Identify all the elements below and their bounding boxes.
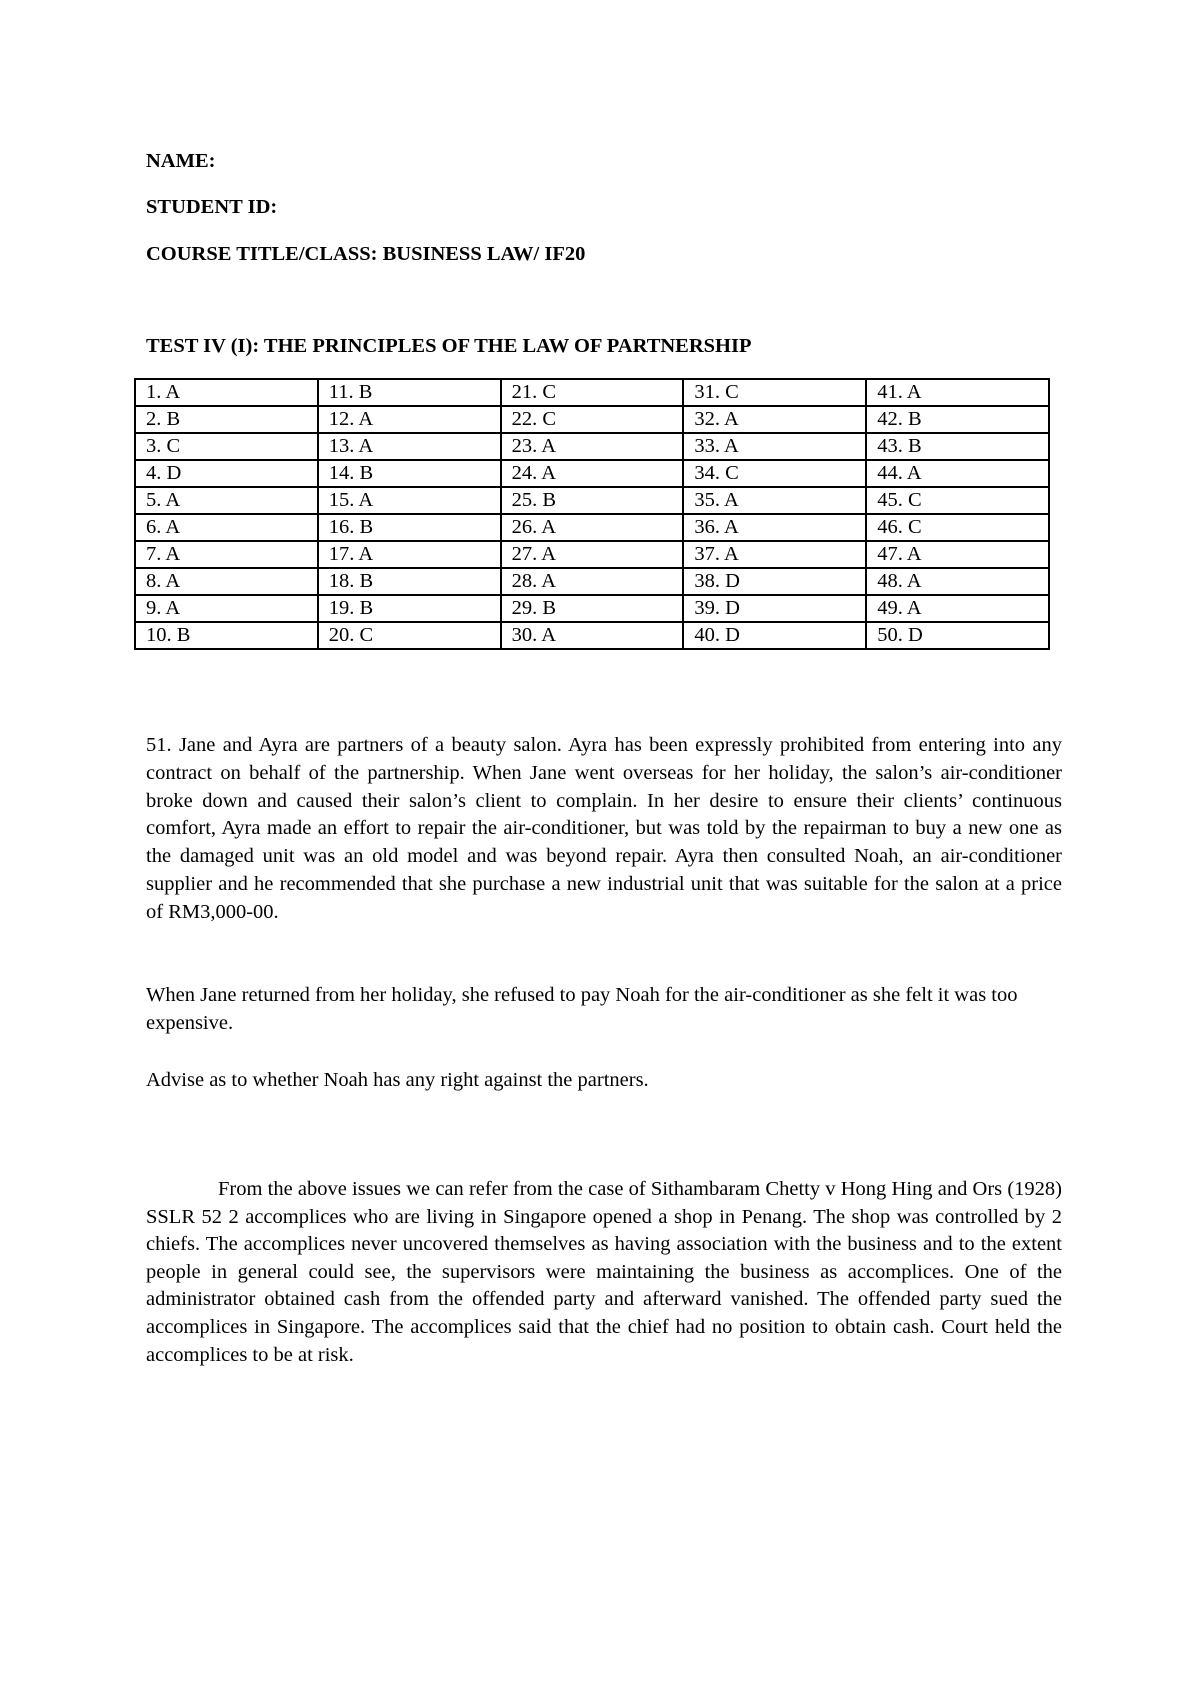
answer-cell: 18. B: [318, 568, 501, 595]
answer-cell: 13. A: [318, 433, 501, 460]
answer-cell: 44. A: [866, 460, 1049, 487]
table-row: [135, 568, 1049, 595]
table-row: [135, 433, 1049, 460]
answer-cell: 3. C: [135, 433, 318, 460]
course-title-line: COURSE TITLE/CLASS: BUSINESS LAW/ IF20: [146, 243, 586, 265]
answer-cell: 9. A: [135, 595, 318, 622]
answer-cell: 40. D: [683, 622, 866, 649]
answer-cell: 49. A: [866, 595, 1049, 622]
answer-cell: 36. A: [683, 514, 866, 541]
question-51-followup: When Jane returned from her holiday, she refused to pay Noah for the air-conditioner as she felt it was too expensive.: [146, 984, 1018, 1034]
answer-cell: 43. B: [866, 433, 1049, 460]
answer-cell: 15. A: [318, 487, 501, 514]
answer-cell: 35. A: [683, 487, 866, 514]
answer-cell: 26. A: [501, 514, 684, 541]
answer-cell: 5. A: [135, 487, 318, 514]
answer-cell: 1. A: [135, 379, 318, 406]
answer-cell: 17. A: [318, 541, 501, 568]
answer-cell: 12. A: [318, 406, 501, 433]
answer-key-table: [134, 378, 1050, 650]
test-title: TEST IV (I): THE PRINCIPLES OF THE LAW OF PARTNERSHIP: [146, 335, 752, 357]
answer-cell: 37. A: [683, 541, 866, 568]
student-id-label: STUDENT ID:: [146, 196, 278, 218]
answer-cell: 22. C: [501, 406, 684, 433]
answer-cell: 28. A: [501, 568, 684, 595]
answer-cell: 50. D: [866, 622, 1049, 649]
table-row: [135, 622, 1049, 649]
answer-cell: 7. A: [135, 541, 318, 568]
answer-cell: 21. C: [501, 379, 684, 406]
answer-cell: 24. A: [501, 460, 684, 487]
answer-cell: 19. B: [318, 595, 501, 622]
answer-cell: 41. A: [866, 379, 1049, 406]
answer-cell: 31. C: [683, 379, 866, 406]
question-51-prompt: Advise as to whether Noah has any right against the partners.: [146, 1069, 649, 1091]
answer-cell: 4. D: [135, 460, 318, 487]
answer-cell: 32. A: [683, 406, 866, 433]
answer-paragraph: From the above issues we can refer from the case of Sithambaram Chetty v Hong Hing and Ors (1928) SSLR 52 2 accomplices who are living in Singapore opened a shop in Penang. The shop was controlled by 2 chiefs. The accomplices never uncovered themselves as having association with the business and to the extent people in general could see, the supervisors were maintaining the business as accomplices. One of the administrator obtained cash from the offended party and afterward vanished. The offended party sued the accomplices in Singapore. The accomplices said that the chief had no position to obtain cash. Court held the accomplices to be at risk.: [146, 1178, 1062, 1366]
table-row: [135, 541, 1049, 568]
answer-cell: 42. B: [866, 406, 1049, 433]
answer-cell: 45. C: [866, 487, 1049, 514]
answer-cell: 38. D: [683, 568, 866, 595]
answer-cell: 16. B: [318, 514, 501, 541]
table-row: [135, 514, 1049, 541]
answer-cell: 39. D: [683, 595, 866, 622]
answer-cell: 48. A: [866, 568, 1049, 595]
answer-cell: 14. B: [318, 460, 501, 487]
answer-cell: 23. A: [501, 433, 684, 460]
question-51-paragraph: 51. Jane and Ayra are partners of a beauty salon. Ayra has been expressly prohibited from entering into any contract on behalf of the partnership. When Jane went overseas for her holiday, the salon’s air-conditioner broke down and caused their salon’s client to complain. In her desire to ensure their clients’ continuous comfort, Ayra made an effort to repair the air-conditioner, but was told by the repairman to buy a new one as the damaged unit was an old model and was beyond repair. Ayra then consulted Noah, an air-conditioner supplier and he recommended that she purchase a new industrial unit that was suitable for the salon at a price of RM3,000-00.: [146, 734, 1062, 923]
answer-cell: 6. A: [135, 514, 318, 541]
answer-cell: 33. A: [683, 433, 866, 460]
answer-cell: 20. C: [318, 622, 501, 649]
answer-cell: 29. B: [501, 595, 684, 622]
answer-cell: 10. B: [135, 622, 318, 649]
answer-cell: 47. A: [866, 541, 1049, 568]
table-row: [135, 406, 1049, 433]
table-row: [135, 460, 1049, 487]
name-label: NAME:: [146, 150, 216, 172]
answer-cell: 34. C: [683, 460, 866, 487]
answer-cell: 25. B: [501, 487, 684, 514]
answer-cell: 27. A: [501, 541, 684, 568]
answer-cell: 8. A: [135, 568, 318, 595]
table-row: [135, 379, 1049, 406]
table-row: [135, 487, 1049, 514]
answer-cell: 30. A: [501, 622, 684, 649]
table-row: [135, 595, 1049, 622]
answer-cell: 46. C: [866, 514, 1049, 541]
answer-cell: 2. B: [135, 406, 318, 433]
answer-cell: 11. B: [318, 379, 501, 406]
